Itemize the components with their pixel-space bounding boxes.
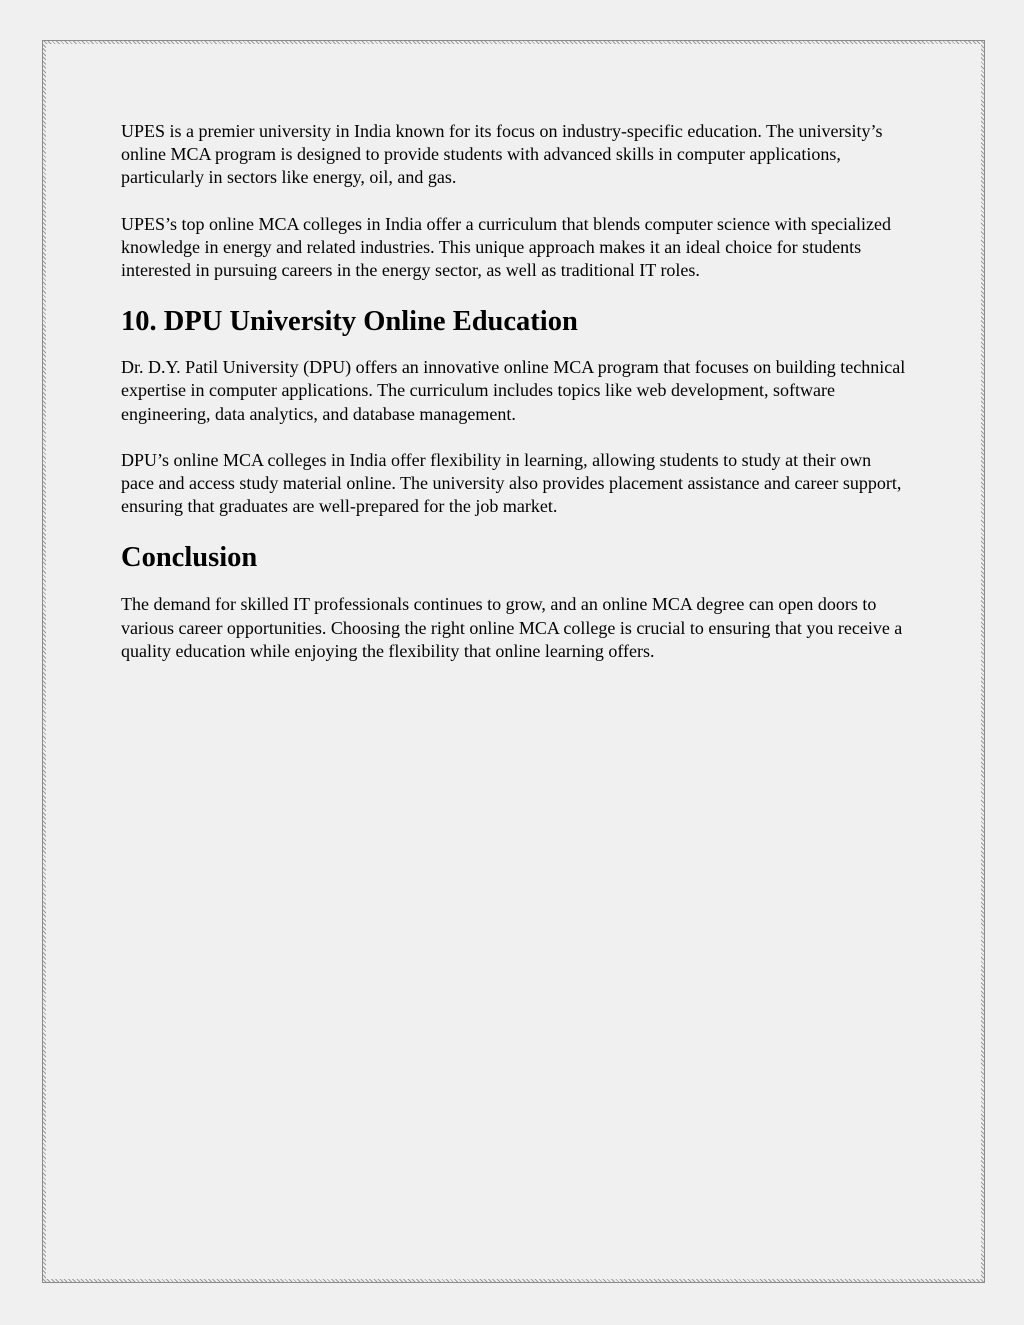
paragraph-dpu-program: Dr. D.Y. Patil University (DPU) offers an innovative online MCA program that focuses on building technical expertise in computer applications. The curriculum includes topics like web development, software engineering, data analytics, and database management. (121, 357, 906, 424)
heading-conclusion: Conclusion (121, 542, 258, 574)
paragraph-upes-curriculum: UPES’s top online MCA colleges in India offer a curriculum that blends computer science with specialized knowledge in energy and related industries. This unique approach makes it an ideal choice for students interested in pursuing careers in the energy sector, as well as traditional IT roles. (121, 213, 891, 281)
paragraph-upes-intro: UPES is a premier university in India known for its focus on industry-specific education. The university’s online MCA program is designed to provide students with advanced skills in computer applications, particularly in sectors like energy, oil, and gas. (121, 121, 883, 188)
paragraph-conclusion: The demand for skilled IT professionals continues to grow, and an online MCA degree can open doors to various career opportunities. Choosing the right online MCA college is crucial to ensuring that you receive a quality education while enjoying the flexibility that online learning offers. (121, 594, 903, 661)
heading-dpu-university: 10. DPU University Online Education (121, 306, 578, 338)
paragraph-dpu-flexibility: DPU’s online MCA colleges in India offer flexibility in learning, allowing students to study at their own pace and access study material online. The university also provides placement assistance and career support, ensuring that graduates are well-prepared for the job market. (121, 449, 902, 517)
document-body (121, 120, 906, 686)
